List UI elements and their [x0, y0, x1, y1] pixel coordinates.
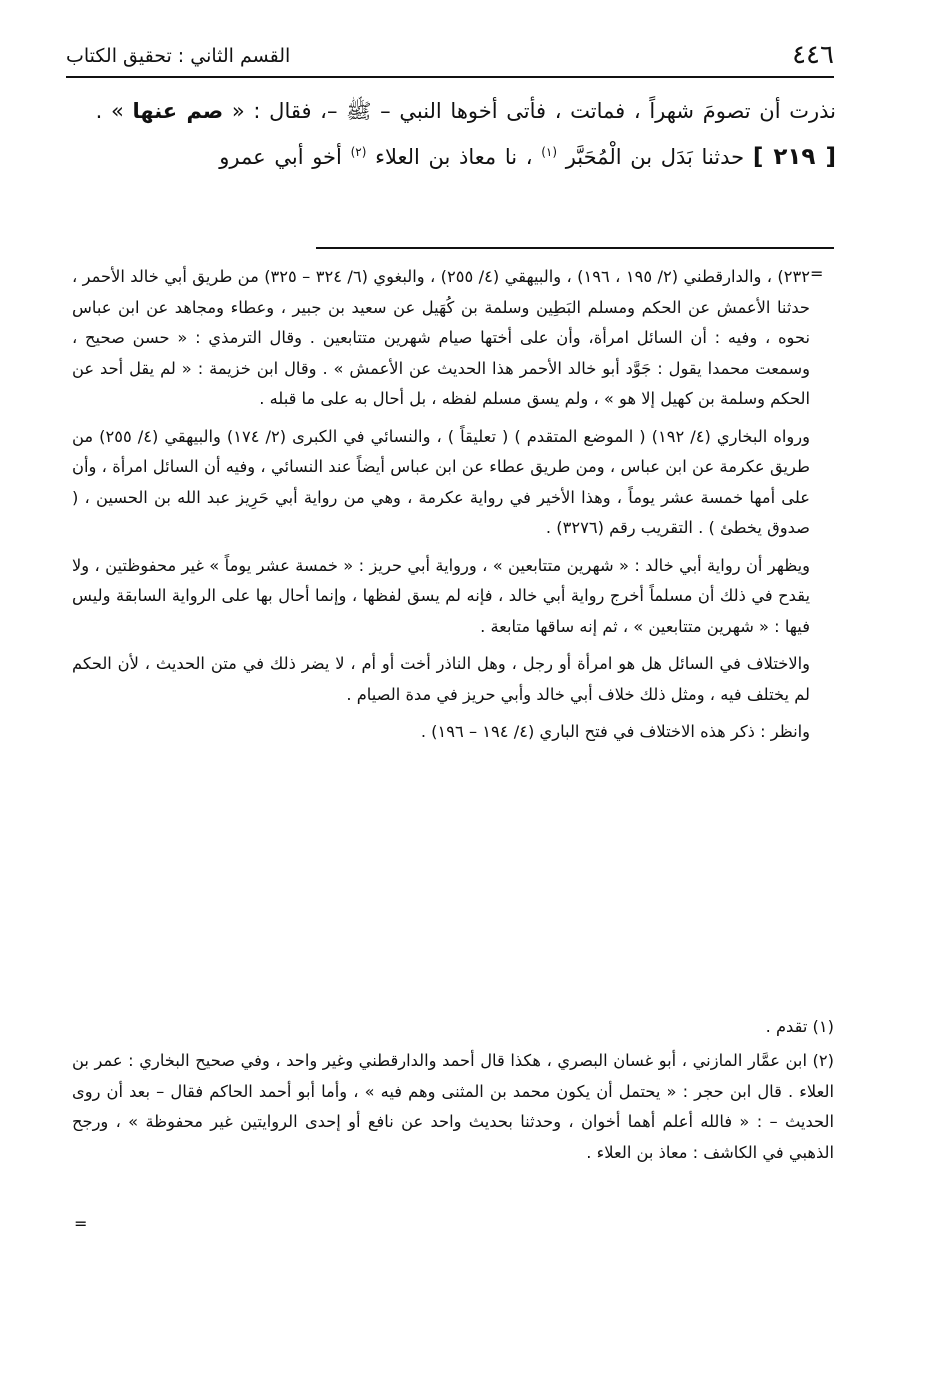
footnotes-section: [72, 262, 810, 755]
running-title: القسم الثاني : تحقيق الكتاب: [66, 45, 291, 67]
page-header: [66, 40, 834, 74]
main-paragraph-1: [66, 88, 836, 134]
footnote-paragraph-2: ورواه البخاري (٤/ ١٩٢) ( الموضع المتقدم ) ( تعليقاً ) ، والنسائي في الكبرى (٢/ ١٧٤) والبيهقي (٤/ ٢٥٥) من طريق عكرمة عن ابن عباس ، ومن طريق عطاء عن ابن عباس أيضاً عند النسائي ، وفيه أن السائل امرأة ، وأن على أمها خمسة عشر يوماً ، وهذا الأخير في رواية عكرمة ، وهي من رواية أبي حَرِيز عبد الله بن الحسين ، ( صدوق يخطئ ) . التقريب رقم (٣٢٧٦) .: [72, 426, 810, 537]
footnote-paragraph-3: ويظهر أن رواية أبي خالد : « شهرين متتابعين » ، ورواية أبي حريز : « خمسة عشر يوماً » غير محفوظتين ، ولا يقدح في ذلك أن مسلماً أخرج رواية أبي خالد ، فإنه لم يسق لفظها ، وإنما أحال بها على الرواية السابقة وليس فيها : « شهرين متتابعين » ، ثم إنه ساقها متابعة .: [72, 555, 810, 636]
main-text: [66, 88, 836, 180]
footnote-ref-2: (٢): [350, 145, 367, 159]
isnad-part1: حدثنا بَدَل بن الْمُحَبَّر: [557, 145, 753, 169]
isnad-part3: أخو أبي عمرو: [219, 145, 351, 169]
prophet-quote: صم عنها: [132, 99, 224, 123]
main-paragraph-2: [66, 134, 836, 180]
page-number: ٤٤٦: [792, 40, 834, 70]
footnote-1: [72, 1012, 834, 1043]
footnote-ref-1: (١): [541, 145, 558, 159]
continuation-mark: =: [810, 264, 824, 283]
footnote-paragraph-5: وانظر : ذكر هذه الاختلاف في فتح الباري (٤/ ١٩٤ – ١٩٦) .: [420, 722, 810, 741]
header-divider: [66, 76, 834, 78]
footnote-divider: [316, 247, 834, 249]
page-end-mark: =: [74, 1214, 88, 1233]
hadith-number: [ ٢١٩ ]: [752, 144, 836, 170]
footnote-paragraph-1: ٢٣٢) ، والدارقطني (٢/ ١٩٥ ، ١٩٦) ، والبيهقي (٤/ ٢٥٥) ، والبغوي (٦/ ٣٢٤ – ٣٢٥) من طريق أبي خالد الأحمر ، حدثنا الأعمش عن الحكم ومسلم البَطِين وسلمة بن كُهَيل عن سعيد بن جبير ، وعطاء ومجاهد عن ابن عباس نحوه ، وفيه : أن السائل امرأة، وأن على أختها صيام شهرين متتابعين . وقال الترمذي : « حسن صحيح ، وسمعت محمدا يقول : جَوَّد أبو خالد الأحمر هذا الحديث عن الأعمش » . وقال ابن خزيمة : « لم يقل أحد عن الحكم وسلمة بن كهيل إلا هو » ، ولم يسق مسلم لفظه ، بل أحال به على ما قبله .: [72, 267, 810, 408]
isnad-part2: ، نا معاذ بن العلاء: [366, 145, 542, 169]
footnote-2-text: (٢) ابن عمَّار المازني ، أبو غسان البصري ، هكذا قال أحمد والدارقطني وغير واحد ، وفي صحيح البخاري : عمر بن العلاء . قال ابن حجر : « يحتمل أن يكون محمد بن المثنى وهم فيه » ، وأما أبو أحمد الحاكم فقال – بعد أن روى الحديث – : « فالله أعلم أهما أخوان ، وحدثنا بحديث واحد عن نافع أو إحدى الروايتين غير محفوظة » ، ورجح الذهبي في الكاشف : معاذ بن العلاء .: [72, 1051, 834, 1162]
main-text-line1-end: » .: [95, 99, 133, 123]
main-text-line1: نذرت أن تصومَ شهراً ، فماتت ، فأتى أخوها النبي – ﷺ –، فقال : «: [223, 99, 836, 123]
footnote-paragraph-4: والاختلاف في السائل هل هو امرأة أو رجل ، وهل الناذر أخت أو أم ، لا يضر ذلك في متن الحديث ، لأن الحكم لم يختلف فيه ، ومثل ذلك خلاف أبي خالد وأبي حريز في مدة الصيام .: [72, 654, 810, 704]
footnote-1-text: (١) تقدم .: [765, 1017, 834, 1036]
footnote-2: [72, 1046, 834, 1168]
